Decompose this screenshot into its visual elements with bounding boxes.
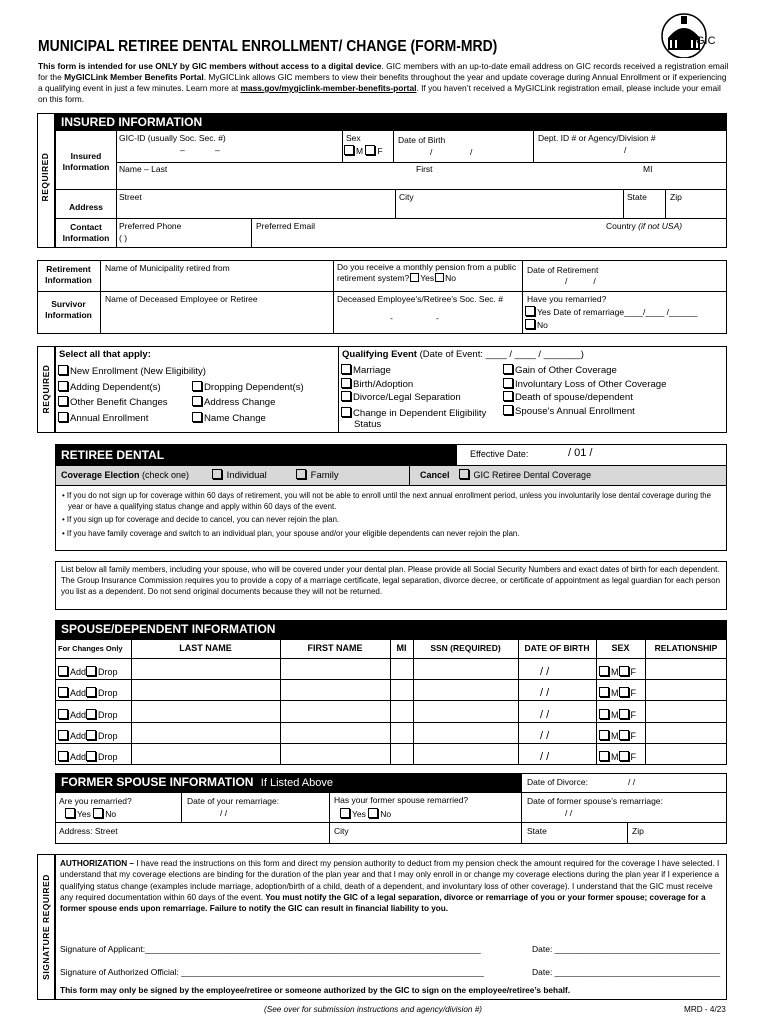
state-label[interactable]: State	[627, 192, 647, 202]
remarried-yes[interactable]: Yes Date of remarriage____/____ /______	[525, 306, 697, 318]
sig-official-date[interactable]: Date: ___________________________________	[532, 967, 721, 977]
col-relationship: RELATIONSHIP	[654, 643, 718, 653]
select-dropping[interactable]	[192, 381, 202, 391]
list-note: List below all family members, including your spouse, who will be covered under your dental plan. Please provide all Social Security Numbers and exact dates of birth for each dependent. The Group Insurance Commission requires you to provide a copy of a marriage certificate, legal separation, divorce decree, or certificate of appointment as legal guardian for each person you list as a dependent. Do not send original documents because they will not be returned.	[61, 565, 721, 596]
effective-label: Effective Date:	[470, 449, 529, 459]
country-label[interactable]: Country (if not USA)	[606, 221, 683, 231]
gic-id-dash1: –	[180, 145, 185, 155]
municipality-label[interactable]: Name of Municipality retired from	[105, 263, 230, 273]
form-title: MUNICIPAL RETIREE DENTAL ENROLLMENT/ CHANGE (FORM-MRD)	[38, 38, 498, 55]
sex-f-checkbox[interactable]	[365, 145, 375, 155]
insured-header: INSURED INFORMATION	[55, 113, 727, 130]
select-title: Select all that apply:	[59, 349, 151, 360]
sex-options[interactable]: M F	[344, 145, 383, 157]
gic-id-label: GIC-ID (usually Soc. Sec. #)	[119, 133, 226, 143]
col-sex: SEX	[611, 643, 630, 653]
qualifying-title: Qualifying Event (Date of Event: ____ / ____ / _______)	[342, 349, 584, 360]
name-last-label[interactable]: Name – Last	[119, 164, 168, 174]
contact-row-label: Contact Information	[62, 222, 110, 243]
date-rem-label: Date of your remarriage:	[187, 796, 280, 806]
former-zip[interactable]: Zip	[632, 826, 644, 836]
page-footer: (See over for submission instructions and agency/division #)	[264, 1005, 482, 1014]
phone-label[interactable]: Preferred Phone	[119, 221, 182, 231]
ssn-dash1: -	[390, 313, 393, 323]
col-first: FIRST NAME	[307, 643, 363, 653]
family-option[interactable]: Family	[296, 469, 339, 481]
zip-label[interactable]: Zip	[670, 192, 682, 202]
col-mi: MI	[396, 643, 407, 653]
col-changes: For Changes Only	[58, 644, 123, 653]
former-state[interactable]: State	[527, 826, 547, 836]
survivor-row-label: Survivor Information	[45, 299, 92, 320]
insured-row-label: Insured Information	[62, 151, 110, 172]
pension-question: Do you receive a monthly pension from a public retirement system? Yes No	[337, 262, 517, 283]
date-ret-slashes: / /	[565, 276, 596, 286]
qe-spouse-annual[interactable]: Spouse’s Annual Enrollment	[503, 405, 666, 419]
dep-sex-col: M F M F M F M F M F	[599, 662, 636, 768]
email-label[interactable]: Preferred Email	[256, 221, 316, 231]
qualifying-left	[341, 364, 501, 431]
qe-birth[interactable]: Birth/Adoption	[341, 378, 501, 392]
individual-option[interactable]: Individual	[212, 469, 267, 481]
table-row[interactable]: Add Drop	[58, 705, 118, 726]
qe-marriage[interactable]: Marriage	[341, 364, 501, 378]
dependents-header: SPOUSE/DEPENDENT INFORMATION	[55, 620, 727, 639]
select-name-change[interactable]	[192, 412, 202, 422]
city-label[interactable]: City	[399, 192, 414, 202]
former-header: FORMER SPOUSE INFORMATION If Listed Above	[55, 773, 521, 792]
former-rem-q: Has your former spouse remarried?	[334, 795, 469, 805]
select-other[interactable]: Other Benefit Changes Address Change	[58, 395, 304, 411]
effective-value[interactable]: / 01 /	[568, 447, 593, 459]
phone-paren: ( )	[119, 233, 128, 243]
required-label-1: REQUIRED	[40, 152, 50, 202]
sig-applicant[interactable]: Signature of Applicant:_______________________________________________________________________	[60, 944, 481, 954]
remarried-no[interactable]: No	[525, 319, 548, 331]
sex-label: Sex	[346, 133, 361, 143]
date-retirement-label: Date of Retirement	[527, 265, 599, 275]
pension-no-checkbox[interactable]	[435, 273, 444, 282]
qe-death[interactable]: Death of spouse/dependent	[503, 391, 666, 405]
coverage-election: Coverage Election (check one)	[61, 470, 190, 480]
dob-slash1: /	[430, 147, 433, 157]
divorce-label: Date of Divorce:	[527, 777, 588, 787]
divorce-value[interactable]: / /	[628, 777, 636, 787]
intro-text: This form is intended for use ONLY by GIC members without access to a digital device. GIC members with an up-to-date email address on GIC records received a registration email for the MyGICLink Member Benefits Portal. MyGICLink allows GIC members to view their benefits throughout the year and update coverage during Annual Enrollment or if experiencing a qualifying event in just a few minutes. Learn more at mass.gov/mygiclink-member-benefits-portal. If you haven’t received a MyGICLink registration email, please include your email on this form.	[38, 61, 729, 104]
auth-footer: This form may only be signed by the employee/retiree or someone authorized by the GIC to sign on the employee/retiree’s behalf.	[60, 985, 571, 995]
former-remarried-opts[interactable]: Yes No	[65, 808, 116, 820]
cancel-label: Cancel	[420, 470, 450, 480]
first-label[interactable]: First	[416, 164, 433, 174]
select-adding[interactable]: Adding Dependent(s) Dropping Dependent(s)	[58, 380, 304, 396]
date-rem-value[interactable]: / /	[220, 808, 228, 818]
form-code: MRD - 4/23	[684, 1005, 726, 1014]
table-row[interactable]: Add Drop	[58, 726, 118, 747]
table-row[interactable]: Add Drop	[58, 683, 118, 704]
dental-header: RETIREE DENTAL	[55, 444, 457, 465]
former-city[interactable]: City	[334, 826, 349, 836]
select-options	[58, 364, 304, 426]
qe-dependent[interactable]: Change in Dependent Eligibility Status	[341, 407, 501, 431]
dept-label: Dept. ID # or Agency/Division #	[538, 133, 656, 143]
select-annual[interactable]: Annual Enrollment Name Change	[58, 411, 304, 427]
cancel-option[interactable]: GIC Retiree Dental Coverage	[459, 469, 591, 481]
pension-yes-checkbox[interactable]	[410, 273, 419, 282]
qualifying-right	[503, 364, 666, 418]
qe-gain[interactable]: Gain of Other Coverage	[503, 364, 666, 378]
select-address[interactable]	[192, 396, 202, 406]
col-ssn: SSN (REQUIRED)	[430, 643, 501, 653]
remarried-q: Are you remarried?	[59, 796, 132, 806]
col-dob: DATE OF BIRTH	[524, 643, 590, 653]
gic-logo	[658, 10, 718, 58]
sig-official[interactable]: Signature of Authorized Official: ________________________________________________________________	[60, 967, 484, 977]
dept-slash: /	[624, 145, 627, 155]
signature-required-label: SIGNATURE REQUIRED	[41, 874, 51, 980]
dep-dob-col: / / / / / / / / / /	[540, 666, 550, 764]
former-date-value[interactable]: / /	[565, 808, 573, 818]
select-new-enrollment[interactable]: New Enrollment (New Eligibility)	[58, 364, 304, 380]
remarried-label: Have you remarried?	[527, 294, 607, 304]
logo-text: GIC	[696, 35, 716, 47]
required-label-2: REQUIRED	[41, 364, 51, 414]
gic-id-dash2: –	[215, 145, 220, 155]
dob-label: Date of Birth	[398, 135, 446, 145]
table-row[interactable]: Add Drop	[58, 747, 118, 768]
former-date-label: Date of former spouse’s remarriage:	[527, 796, 663, 806]
dental-bullets: • If you do not sign up for coverage within 60 days of retirement, you will not be able to enroll until the next annual enrollment period, unless you involuntarily lose dental coverage during the year or have a qualifying status change and apply within 60 days of the event. • If you sign up for coverage and decide to cancel, you can never rejoin the plan. • If you have family coverage and switch to an individual plan, your spouse and/or your eligible dependents can never rejoin the plan.	[62, 491, 711, 538]
former-address[interactable]: Address: Street	[59, 826, 118, 836]
former-rem-opts[interactable]: Yes No	[340, 808, 391, 820]
auth-text: AUTHORIZATION – I have read the instructions on this form and direct my pension authority to deduct from my pension check the amount required for the coverage I have selected. I understand that my coverage elections are binding for the duration of the plan year and that I may only enroll in or change my coverage elections during the plan year if I experience a qualifying status change (examples include marriage, adoption/birth of a child, death of a dependent, and involuntary loss of other coverage). I understand that the GIC must receive any required documentation within 60 days of the event. You must notify the GIC of a legal separation, divorce or remarriage of you or your former spouse; coverage for a former spouse ends upon remarriage. Failure to notify the GIC can result in financial liability to you.	[60, 859, 720, 914]
dob-slash2: /	[470, 147, 473, 157]
sig-applicant-date[interactable]: Date: ___________________________________	[532, 944, 721, 954]
table-row[interactable]: Add Drop	[58, 662, 118, 683]
qe-divorce[interactable]: Divorce/Legal Separation	[341, 391, 501, 405]
retirement-row-label: Retirement Information	[45, 264, 92, 285]
deceased-ssn-label[interactable]: Deceased Employee’s/Retiree’s Soc. Sec. #	[337, 294, 503, 304]
mi-label[interactable]: MI	[643, 164, 653, 174]
ssn-dash2: -	[436, 313, 439, 323]
sex-m-checkbox[interactable]	[344, 145, 354, 155]
dep-addrop-col	[58, 662, 118, 768]
qe-loss[interactable]: Involuntary Loss of Other Coverage	[503, 378, 666, 392]
deceased-label[interactable]: Name of Deceased Employee or Retiree	[105, 294, 258, 304]
col-last: LAST NAME	[179, 643, 232, 653]
address-row-label: Address	[68, 202, 103, 212]
street-label[interactable]: Street	[119, 192, 142, 202]
